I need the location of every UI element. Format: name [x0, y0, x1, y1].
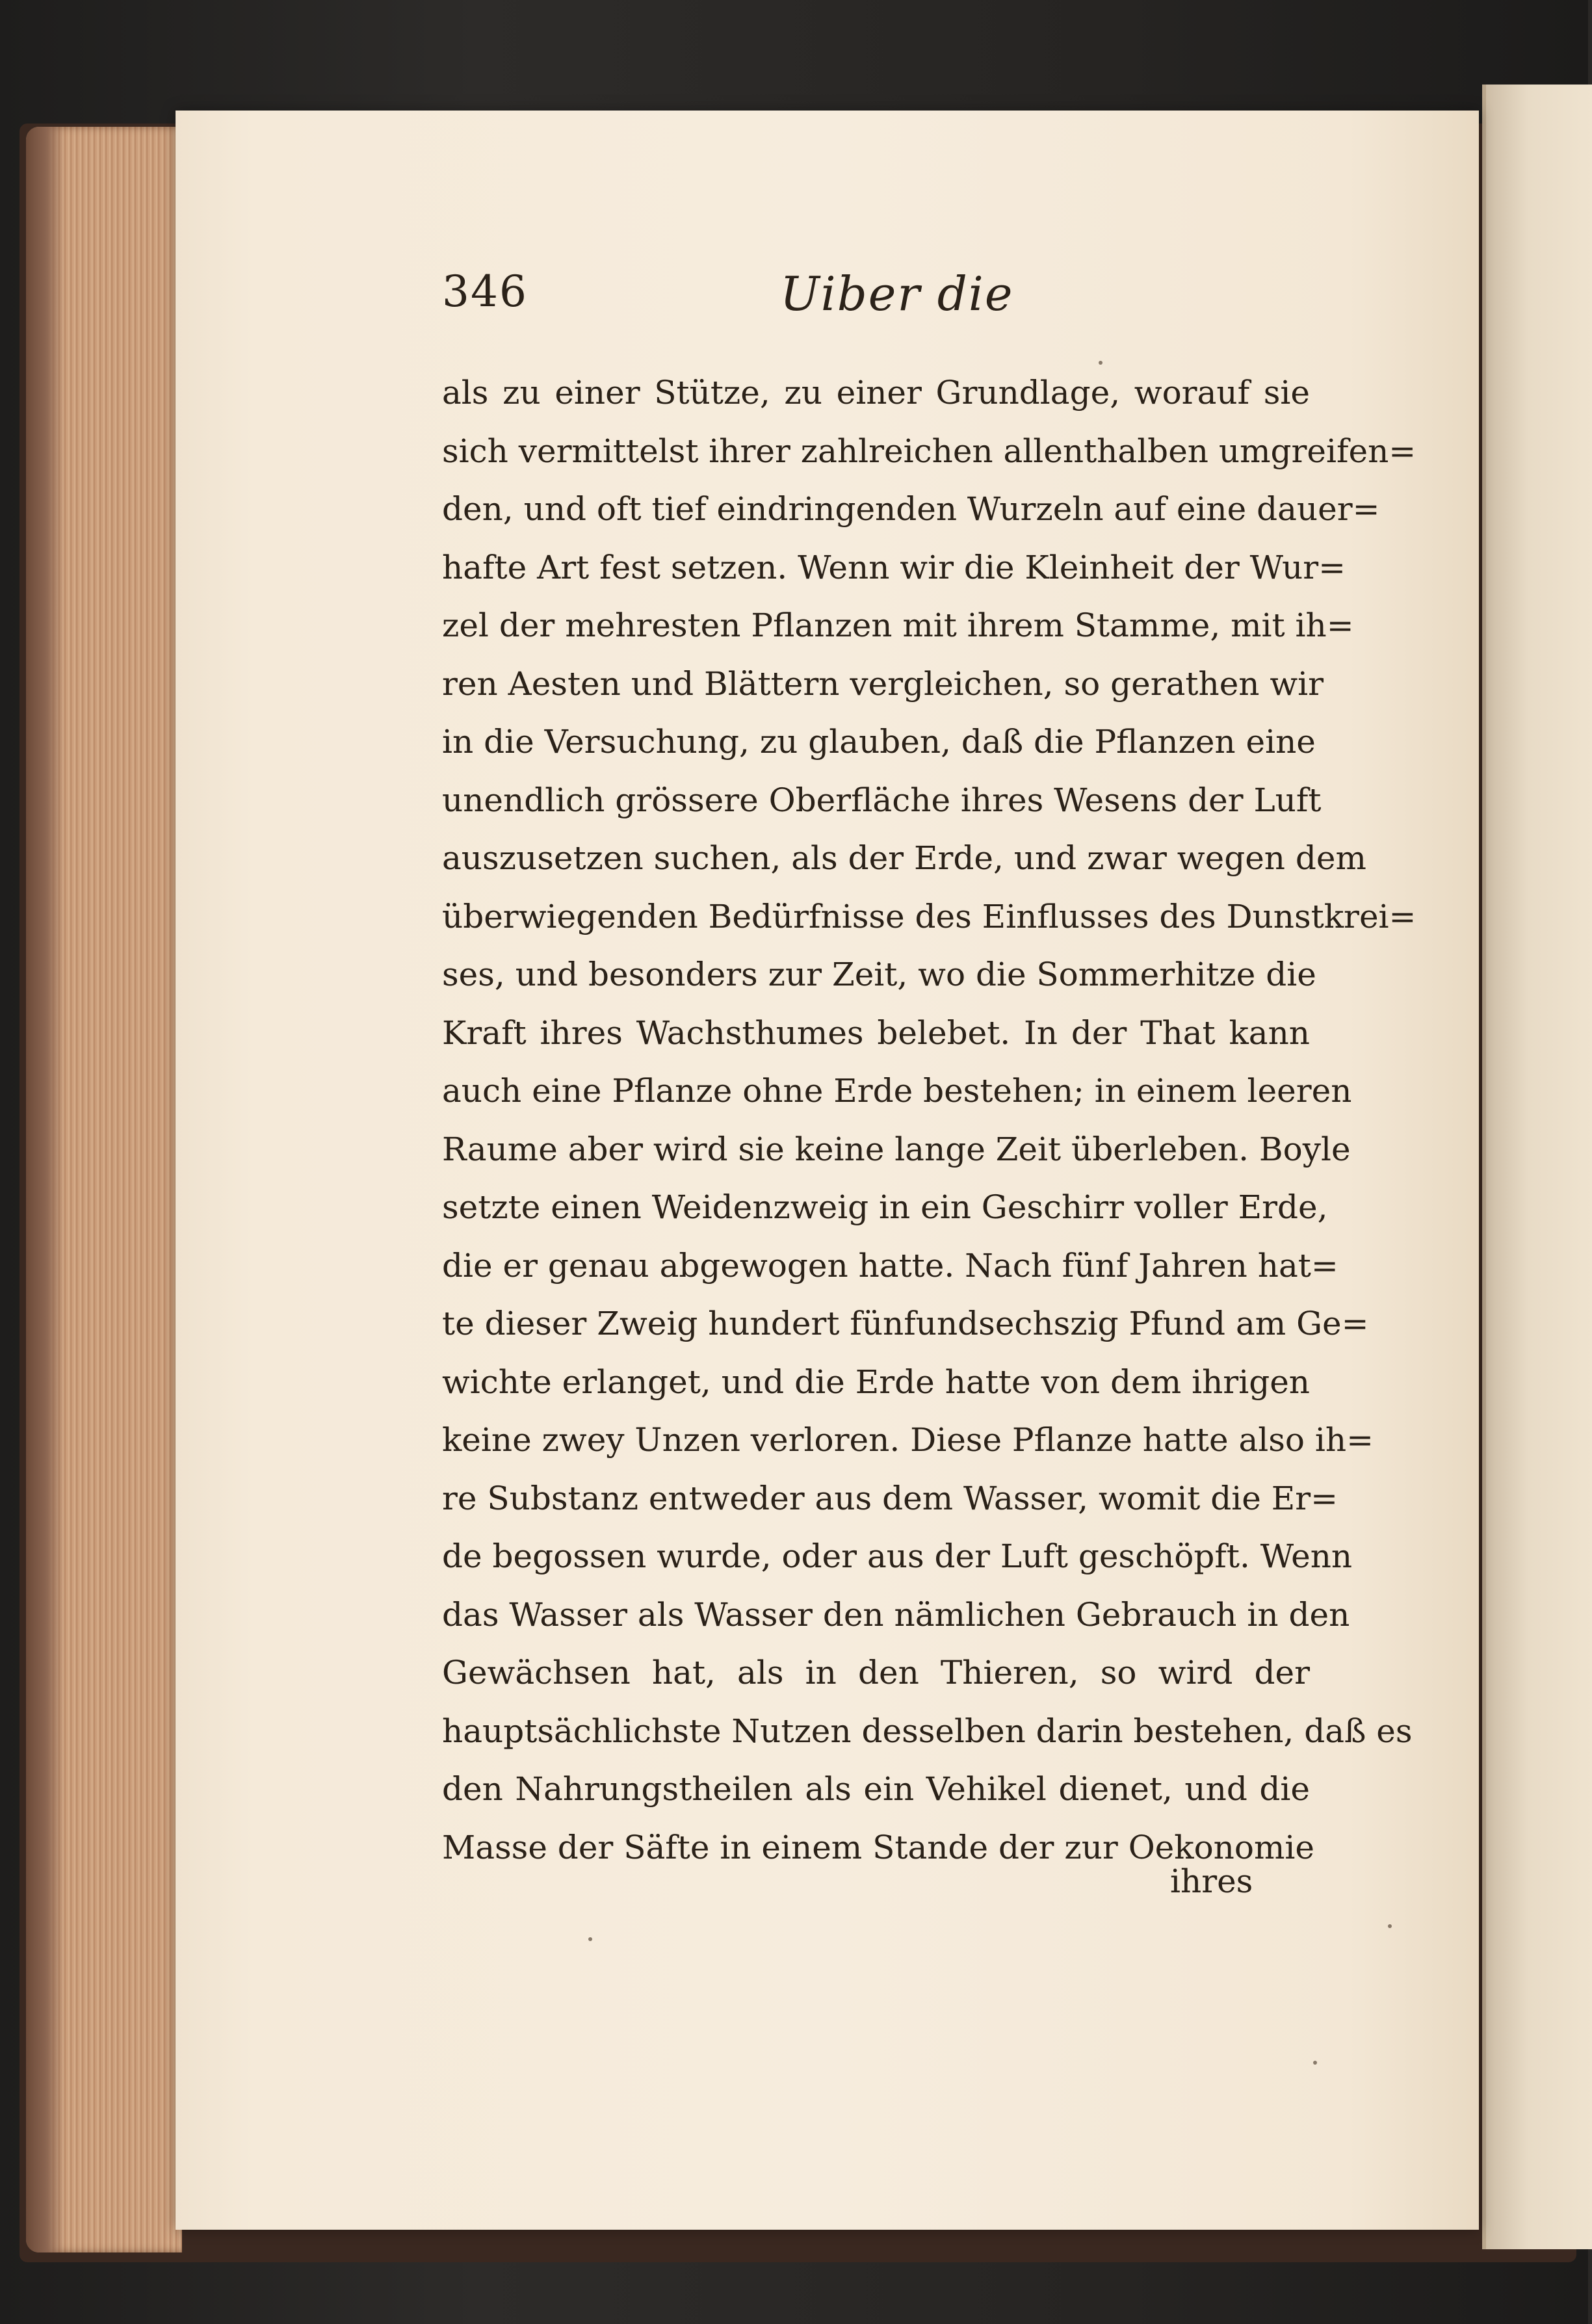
text-line: re Substanz entweder aus dem Wasser, womit die Er=: [442, 1479, 1338, 1517]
text-line: unendlich grössere Oberfläche ihres Wesens der Luft: [442, 781, 1322, 819]
text-line: Gewächsen hat, als in den Thieren, so wird der: [442, 1654, 1310, 1691]
text-line: überwiegenden Bedürfnisse des Einflusses des Dunstkrei=: [442, 897, 1416, 935]
text-line: sich vermittelst ihrer zahlreichen allenthalben umgreifen=: [442, 432, 1416, 470]
text-line: zel der mehresten Pflanzen mit ihrem Stamme, mit ih=: [442, 607, 1354, 644]
page-header: [442, 267, 1320, 338]
text-line: die er genau abgewogen hatte. Nach fünf Jahren hat=: [442, 1246, 1338, 1285]
page-number: 346: [442, 267, 528, 317]
text-line: ren Aesten und Blättern vergleichen, so gerathen wir: [442, 664, 1324, 703]
text-line: Kraft ihres Wachsthumes belebet. In der That kann: [442, 1013, 1310, 1052]
text-line: hafte Art fest setzen. Wenn wir die Kleinheit der Wur=: [442, 548, 1346, 586]
text-line: das Wasser als Wasser den nämlichen Gebrauch in den: [442, 1595, 1350, 1634]
text-line: Raume aber wird sie keine lange Zeit überleben. Boyle: [442, 1130, 1351, 1168]
text-line: Masse der Säfte in einem Stande der zur Oekonomie: [442, 1828, 1314, 1866]
paper-speck: [588, 1937, 592, 1941]
text-line: den, und oft tief eindringenden Wurzeln auf eine dauer=: [442, 490, 1380, 528]
paper-speck: [1099, 361, 1103, 365]
catchword: ihres: [1170, 1862, 1253, 1900]
facing-page-edge: [1482, 85, 1592, 2249]
text-line: auszusetzen suchen, als der Erde, und zwar wegen dem: [442, 839, 1366, 877]
paper-speck: [1313, 2061, 1317, 2065]
text-line: setzte einen Weidenzweig in ein Geschirr voller Erde,: [442, 1188, 1328, 1226]
text-line: wichte erlanget, und die Erde hatte von dem ihrigen: [442, 1363, 1310, 1401]
text-line: als zu einer Stütze, zu einer Grundlage, worauf sie: [442, 374, 1310, 411]
text-line: in die Versuchung, zu glauben, daß die Pflanzen eine: [442, 723, 1316, 761]
text-line: keine zwey Unzen verloren. Diese Pflanze hatte also ih=: [442, 1421, 1374, 1459]
page-block-edge: [26, 127, 182, 2252]
body-text: [442, 364, 1416, 1877]
text-line: den Nahrungstheilen als ein Vehikel dienet, und die: [442, 1770, 1310, 1808]
text-line: auch eine Pflanze ohne Erde bestehen; in einem leeren: [442, 1072, 1352, 1110]
text-line: de begossen wurde, oder aus der Luft geschöpft. Wenn: [442, 1537, 1353, 1575]
paper-speck: [1388, 1924, 1392, 1928]
text-line: hauptsächlichste Nutzen desselben darin bestehen, daß es: [442, 1712, 1413, 1750]
running-head: Uiber die: [780, 267, 1014, 321]
text-line: ses, und besonders zur Zeit, wo die Sommerhitze die: [442, 956, 1316, 993]
text-line: te dieser Zweig hundert fünfundsechszig Pfund am Ge=: [442, 1305, 1369, 1342]
